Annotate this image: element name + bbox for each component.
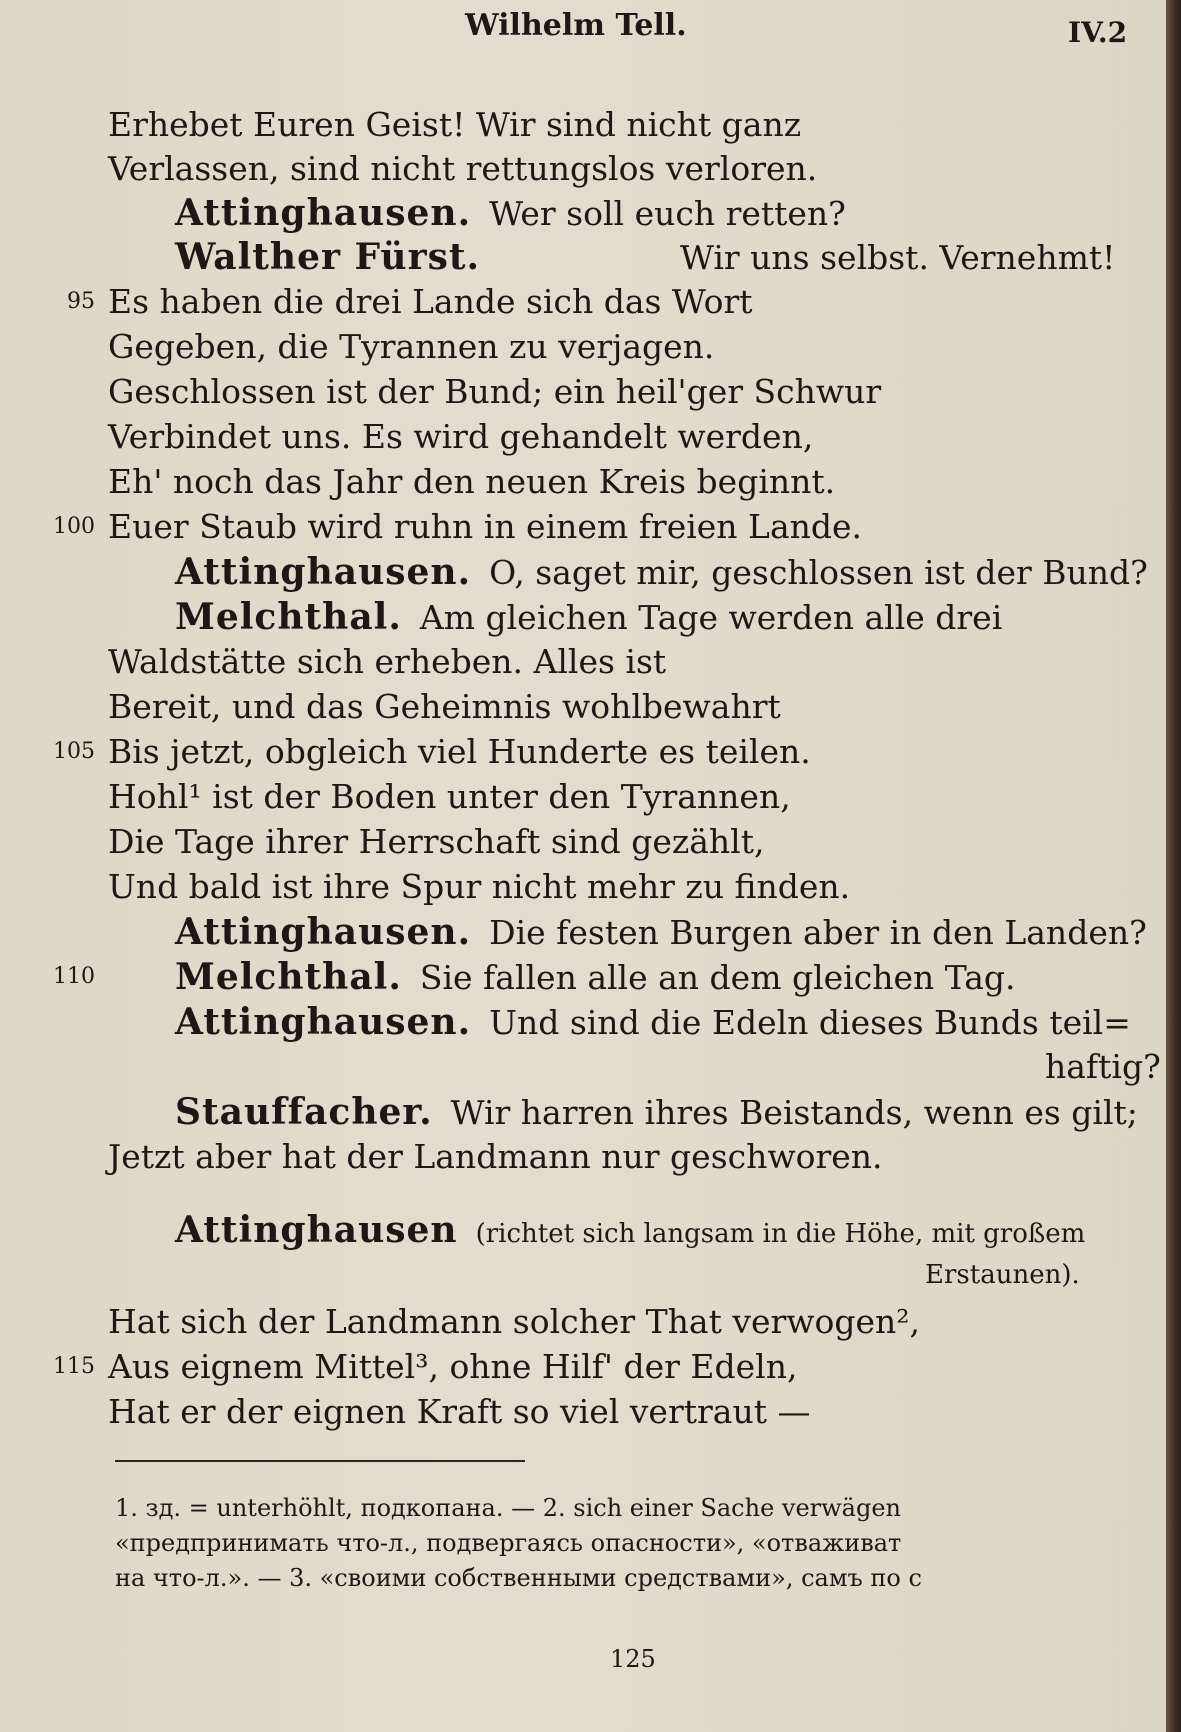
speech-text: Die festen Burgen aber in den Landen? bbox=[489, 913, 1147, 952]
verse-line: Hohl¹ ist der Boden unter den Tyrannen, bbox=[108, 777, 791, 816]
verse-line: Geschlossen ist der Bund; ein heil'ger Schwur bbox=[108, 372, 882, 411]
verse-line: Verlassen, sind nicht rettungslos verloren. bbox=[108, 149, 818, 188]
line-number: 110 bbox=[53, 964, 95, 989]
line-number: 100 bbox=[53, 514, 95, 539]
speech-text: O, saget mir, geschlossen ist der Bund? bbox=[489, 553, 1148, 592]
speech-text: Wir harren ihres Beistands, wenn es gilt; bbox=[450, 1093, 1138, 1132]
speech-text: Sie fallen alle an dem gleichen Tag. bbox=[419, 958, 1016, 997]
speech-line bbox=[175, 1000, 1131, 1044]
speaker-name: Attinghausen. bbox=[175, 911, 472, 953]
running-title: Wilhelm Tell. bbox=[465, 8, 687, 43]
speaker-name: Melchthal. bbox=[175, 956, 402, 998]
verse-line: Gegeben, die Tyrannen zu verjagen. bbox=[108, 327, 715, 366]
verse-line: Bis jetzt, obgleich viel Hunderte es teilen. bbox=[108, 732, 811, 771]
verse-line: Erhebet Euren Geist! Wir sind nicht ganz bbox=[108, 105, 802, 144]
verse-line: Verbindet uns. Es wird gehandelt werden, bbox=[108, 417, 814, 456]
footnote-line: на что-л.». — 3. «своими собственными средствами», самъ по с bbox=[115, 1564, 922, 1592]
verse-line: Waldstätte sich erheben. Alles ist bbox=[108, 642, 667, 681]
act-scene-label: IV.2 bbox=[1068, 16, 1128, 49]
running-header bbox=[0, 8, 1166, 48]
speech-line bbox=[175, 191, 846, 235]
speaker-name: Attinghausen. bbox=[175, 192, 472, 234]
speaker-name: Stauffacher. bbox=[175, 1091, 433, 1133]
verse-line: Die Tage ihrer Herrschaft sind gezählt, bbox=[108, 822, 765, 861]
footnote-line: «предпринимать что-л., подвергаясь опасности», «отваживат bbox=[115, 1529, 902, 1557]
speaker-name: Attinghausen. bbox=[175, 551, 472, 593]
book-spine-edge bbox=[1166, 0, 1181, 1732]
footnote-divider bbox=[115, 1460, 525, 1462]
verse-line: Hat er der eignen Kraft so viel vertraut — bbox=[108, 1392, 811, 1431]
line-number: 105 bbox=[53, 739, 95, 764]
stage-direction: (richtet sich langsam in die Höhe, mit großem bbox=[475, 1219, 1086, 1249]
verse-line: Jetzt aber hat der Landmann nur geschworen. bbox=[108, 1137, 883, 1176]
speech-line bbox=[175, 1090, 1138, 1134]
verse-line: Euer Staub wird ruhn in einem freien Lande. bbox=[108, 507, 863, 546]
speech-line bbox=[175, 1208, 1085, 1252]
speech-text: Und sind die Edeln dieses Bunds teil= bbox=[489, 1003, 1131, 1042]
speech-line bbox=[175, 955, 1016, 999]
footnote-line: 1. зд. = unterhöhlt, подкопана. — 2. sich einer Sache verwägen bbox=[115, 1494, 902, 1522]
verse-line: Aus eignem Mittel³, ohne Hilf' der Edeln, bbox=[108, 1347, 798, 1386]
speaker-name: Melchthal. bbox=[175, 596, 402, 638]
verse-line: Eh' noch das Jahr den neuen Kreis beginnt. bbox=[108, 462, 836, 501]
verse-line: Hat sich der Landmann solcher That verwogen², bbox=[108, 1302, 921, 1341]
verse-line-continuation: haftig? bbox=[1045, 1047, 1161, 1086]
verse-line: Bereit, und das Geheimnis wohlbewahrt bbox=[108, 687, 781, 726]
verse-line: Und bald ist ihre Spur nicht mehr zu finden. bbox=[108, 867, 851, 906]
line-number: 115 bbox=[53, 1354, 95, 1379]
speech-line bbox=[175, 550, 1148, 594]
speaker-name: Walther Fürst. bbox=[175, 236, 481, 278]
stage-direction-continuation: Erstaunen). bbox=[925, 1260, 1080, 1290]
speaker-name: Attinghausen bbox=[175, 1209, 458, 1251]
verse-line: Es haben die drei Lande sich das Wort bbox=[108, 282, 753, 321]
speech-line bbox=[175, 910, 1147, 954]
speech-line bbox=[175, 595, 1002, 639]
speech-text: Am gleichen Tage werden alle drei bbox=[419, 598, 1003, 637]
speech-text: Wir uns selbst. Vernehmt! bbox=[680, 238, 1116, 277]
line-number: 95 bbox=[67, 289, 95, 314]
speech-text: Wer soll euch retten? bbox=[489, 194, 846, 233]
speaker-name: Attinghausen. bbox=[175, 1001, 472, 1043]
page-number: 125 bbox=[610, 1645, 656, 1673]
speech-line bbox=[175, 235, 1115, 279]
